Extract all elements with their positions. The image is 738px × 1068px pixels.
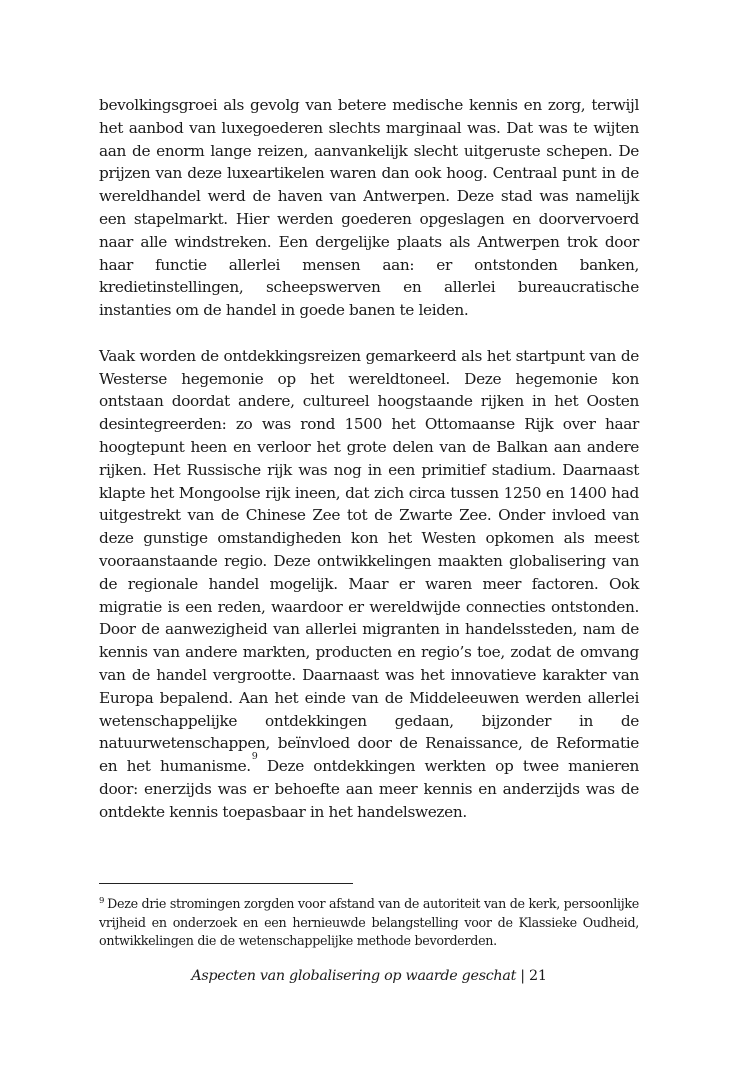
paragraph-1: bevolkingsgroei als gevolg van betere medische kennis en zorg, terwijl het aanbod van luxegoederen slechts marginaal was. Dat was te wijten aan de enorm lange reizen, aanvankelijk slecht uitgeruste schepen. De prijzen van deze luxeartikelen waren dan ook hoog. Centraal punt in de wereldhandel werd de haven van Antwerpen. Deze stad was namelijk een stapelmarkt. Hier werden goederen opgeslagen en doorvervoerd naar alle windstreken. Een dergelijke plaats als Antwerpen trok door haar functie allerlei mensen aan: er ontstonden banken, kredietinstellingen, scheepswerven en allerlei bureaucratische instanties om de handel in goede banen te leiden. xyxy=(99,96,639,320)
footnote-text: Deze drie stromingen zorgden voor afstand van de autoriteit van de kerk, persoonlijke vrijheid en onderzoek en een hernieuwde belangstelling voor de Klassieke Oudheid, ontwikkelingen die de wetenschappelijke methode bevorderden. xyxy=(99,896,639,949)
paragraph-2 xyxy=(99,345,639,824)
running-footer xyxy=(0,966,738,986)
page-number: 21 xyxy=(529,968,547,984)
footnote-divider xyxy=(99,883,353,884)
footnote-number: 9 xyxy=(99,896,105,906)
footer-separator: | xyxy=(520,968,525,984)
footnote-reference[interactable]: 9 xyxy=(251,751,258,763)
footnote xyxy=(99,895,639,951)
paragraph-2-text: Vaak worden de ontdekkingsreizen gemarkeerd als het startpunt van de Westerse hegemonie op het wereldtoneel. Deze hegemonie kon ontstaan doordat andere, cultureel hoogstaande rijken in het Oosten desintegreerden: zo was rond 1500 het Ottomaanse Rijk over haar hoogtepunt heen en verloor het grote delen van de Balkan aan andere rijken. Het Russische rijk was nog in een primitief stadium. Daarnaast klapte het Mongoolse rijk ineen, dat zich circa tussen 1250 en 1400 had uitgestrekt van de Chinese Zee tot de Zwarte Zee. Onder invloed van deze gunstige omstandigheden kon het Westen opkomen als meest vooraanstaande regio. Deze ontwikkelingen maakten globalisering van de regionale handel mogelijk. Maar er waren meer factoren. Ook migratie is een reden, waardoor er wereldwijde connecties ontstonden. Door de aanwezigheid van allerlei migranten in handelssteden, nam de kennis van andere markten, producten en regio’s toe, zodat de omvang van de handel vergrootte. Daarnaast was het innovatieve karakter van Europa bepalend. Aan het einde van de Middeleeuwen werden allerlei wetenschappelijke ontdekkingen gedaan, bijzonder in de natuurwetenschappen, beïnvloed door de Renaissance, de Reformatie en het humanisme. xyxy=(99,346,639,776)
paragraph-2-tail: Deze ontdekkingen werkten op twee manieren door: enerzijds was er behoefte aan meer kennis en anderzijds was de ontdekte kennis toepasbaar in het handelswezen. xyxy=(99,757,639,821)
book-title: Aspecten van globalisering op waarde geschat xyxy=(191,968,517,984)
body-text xyxy=(99,94,639,824)
